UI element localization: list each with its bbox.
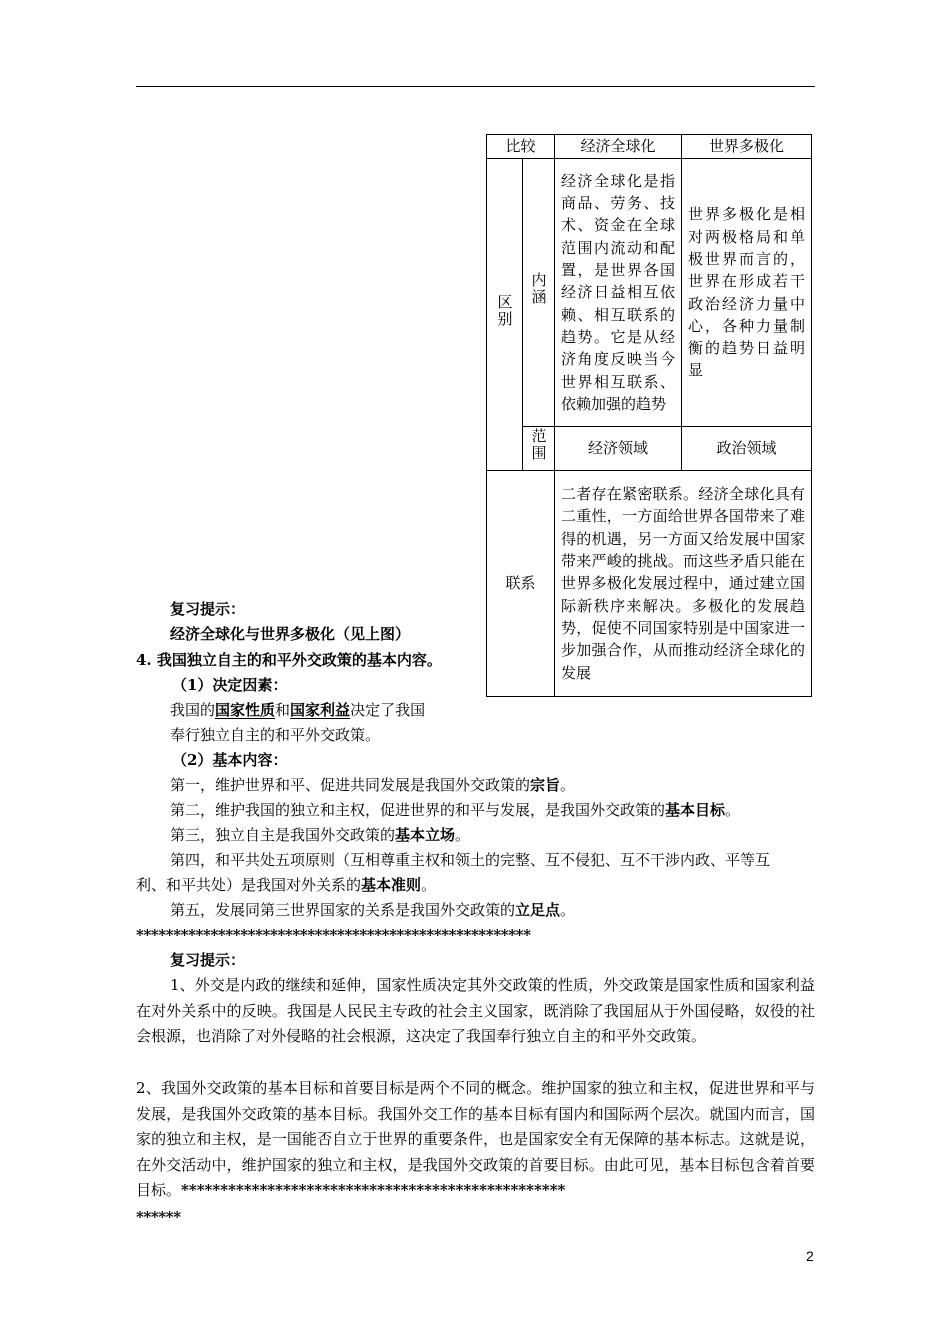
review-paragraph-2 (136, 1076, 815, 1204)
term-basic-stance: 基本立场 (395, 826, 456, 844)
content-item-5-end: 。 (560, 901, 576, 919)
content-item-2-end: 。 (725, 801, 741, 819)
term-national-interest: 国家利益 (290, 701, 351, 719)
content-item-3 (170, 823, 470, 847)
factors-text-a: 我国的 (170, 701, 216, 719)
content-item-4-line-2 (136, 873, 436, 897)
term-national-nature: 国家性质 (215, 701, 276, 719)
content-item-3-text: 第三，独立自主是我国外交政策的 (170, 826, 396, 844)
content-item-5 (170, 898, 575, 922)
scope-label: 范围 (529, 428, 548, 463)
difference-label-cell (487, 159, 523, 471)
header-rule (136, 86, 815, 87)
table-row-scope (487, 427, 812, 471)
sub-heading-factors: （1）决定因素： (172, 676, 288, 694)
review-title-1: 复习提示： (170, 600, 246, 618)
factors-text-c: 决定了我国 (350, 701, 426, 719)
content-item-2-text: 第二，维护我国的独立和主权，促进世界的和平与发展，是我国外交政策的 (170, 801, 666, 819)
separator-stars: ***************************************************** (136, 926, 531, 944)
connotation-multipolar-cell: 世界多极化是相对两极格局和单极世界而言的，世界在形成若干政治经济力量中心，各种力量制衡的趋势日益明显 (682, 159, 812, 427)
term-purpose: 宗旨 (530, 776, 561, 794)
scope-economic-cell: 经济领域 (555, 427, 682, 471)
difference-label: 区别 (495, 294, 514, 329)
section-4-title: 4. 我国独立自主的和平外交政策的基本内容。 (136, 651, 442, 669)
header-economic-globalization: 经济全球化 (555, 135, 682, 159)
scope-label-cell (523, 427, 555, 471)
content-item-2 (170, 798, 740, 822)
content-item-5-text: 第五，发展同第三世界国家的关系是我国外交政策的 (170, 901, 516, 919)
separator-stars-inline: ************************************************* (181, 1181, 566, 1199)
sub-heading-content: （2）基本内容： (172, 751, 288, 769)
review-paragraph-2-text: 2、我国外交政策的基本目标和首要目标是两个不同的概念。维护国家的独立和主权，促进世界和平与发展，是我国外交政策的基本目标。我国外交工作的基本目标有国内和国际两个层次。就国内而言，国家的独立和主权，是一国能否自立于世界的重要条件，也是国家安全有无保障的基本标志。这就是说，在外交活动中，维护国家的独立和主权，是我国外交政策的首要目标。由此可见，基本目标包含着首要目标。 (136, 1079, 815, 1199)
term-basic-goal: 基本目标 (665, 801, 726, 819)
table-row-link (487, 471, 812, 697)
content-item-1 (170, 773, 575, 797)
content-item-3-end: 。 (455, 826, 471, 844)
header-compare: 比较 (487, 135, 555, 159)
term-foothold: 立足点 (515, 901, 561, 919)
content-item-4-end: 。 (421, 876, 437, 894)
term-basic-norm: 基本准则 (361, 876, 422, 894)
table-header-row (487, 135, 812, 159)
content-item-1-end: 。 (560, 776, 576, 794)
content-item-4-text: 利、和平共处）是我国对外关系的 (136, 876, 362, 894)
link-label-cell: 联系 (487, 471, 555, 697)
header-world-multipolarity: 世界多极化 (682, 135, 812, 159)
page-number: 2 (806, 1248, 814, 1264)
link-text-cell: 二者存在紧密联系。经济全球化具有二重性，一方面给世界各国带来了难得的机遇，另一方面又给发展中国家带来严峻的挑战。而这些矛盾只能在世界多极化发展过程中，通过建立国际新秩序来解决。多极化的发展趋势，促使不同国家特别是中国家进一步加强合作，从而推动经济全球化的发展 (555, 471, 812, 697)
comparison-table (486, 134, 812, 697)
review-line-1: 经济全球化与世界多极化（见上图） (170, 625, 411, 643)
connotation-label-cell (523, 159, 555, 427)
table-row-connotation (487, 159, 812, 427)
content-item-1-text: 第一，维护世界和平、促进共同发展是我国外交政策的 (170, 776, 531, 794)
factors-line-1 (170, 698, 425, 722)
factors-text-b: 和 (275, 701, 291, 719)
review-paragraph-1: 1、外交是内政的继续和延伸，国家性质决定其外交政策的性质，外交政策是国家性质和国家利益在对外关系中的反映。我国是人民民主专政的社会主义国家，既消除了我国屈从于外国侵略，奴役的社会根源，也消除了对外侵略的社会根源，这决定了我国奉行独立自主的和平外交政策。 (136, 976, 815, 1045)
factors-line-2: 奉行独立自主的和平外交政策。 (170, 726, 381, 744)
review-title-2: 复习提示： (170, 951, 246, 969)
connotation-economic-cell: 经济全球化是指商品、劳务、技术、资金在全球范围内流动和配置，是世界各国经济日益相互依赖、相互联系的趋势。它是从经济角度反映当今世界相互联系、依赖加强的趋势 (555, 159, 682, 427)
content-item-4-line-1: 第四，和平共处五项原则（互相尊重主权和领土的完整、互不侵犯、互不干涉内政、平等互 (170, 851, 771, 869)
connotation-label: 内涵 (529, 272, 548, 307)
separator-stars-tail: ****** (136, 1208, 181, 1226)
scope-multipolar-cell: 政治领域 (682, 427, 812, 471)
